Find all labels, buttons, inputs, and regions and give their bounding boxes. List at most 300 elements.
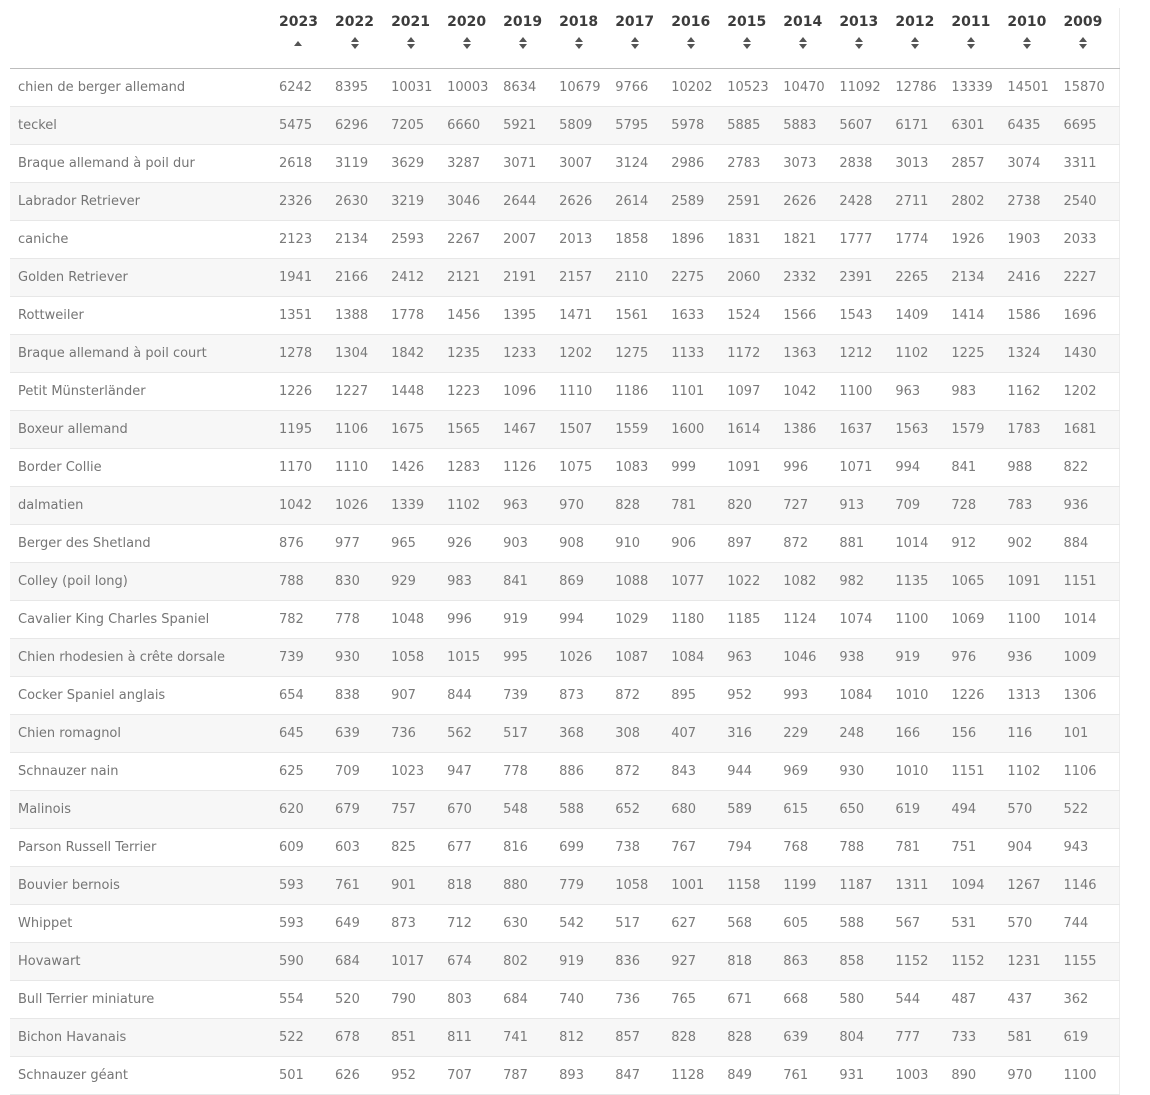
year-header-content[interactable] xyxy=(447,14,486,53)
year-label: 2021 xyxy=(391,14,431,30)
value-cell: 3074 xyxy=(1007,145,1063,183)
value-cell: 1187 xyxy=(839,867,895,905)
value-cell: 970 xyxy=(559,487,615,525)
sort-ascending-icon[interactable] xyxy=(294,41,302,46)
value-cell: 6435 xyxy=(1007,107,1063,145)
table-row xyxy=(10,525,1120,563)
value-cell: 1414 xyxy=(951,297,1007,335)
value-cell: 944 xyxy=(727,753,783,791)
value-cell: 779 xyxy=(559,867,615,905)
value-cell: 1339 xyxy=(391,487,447,525)
value-cell: 316 xyxy=(727,715,783,753)
value-cell: 1069 xyxy=(951,601,1007,639)
value-cell: 2540 xyxy=(1063,183,1119,221)
value-cell: 818 xyxy=(727,943,783,981)
value-cell: 943 xyxy=(1063,829,1119,867)
table-row xyxy=(10,373,1120,411)
value-cell: 1195 xyxy=(279,411,335,449)
breed-name: Chien rhodesien à crête dorsale xyxy=(10,639,279,677)
value-cell: 9766 xyxy=(615,69,671,107)
value-cell: 881 xyxy=(839,525,895,563)
value-cell: 802 xyxy=(503,943,559,981)
breed-name: Bouvier bernois xyxy=(10,867,279,905)
value-cell: 783 xyxy=(1007,487,1063,525)
value-cell: 757 xyxy=(391,791,447,829)
value-cell: 844 xyxy=(447,677,503,715)
value-cell: 517 xyxy=(615,905,671,943)
value-cell: 908 xyxy=(559,525,615,563)
value-cell: 828 xyxy=(671,1019,727,1057)
value-cell: 1842 xyxy=(391,335,447,373)
year-header-content[interactable] xyxy=(727,14,766,53)
value-cell: 1128 xyxy=(671,1057,727,1095)
breed-name: Golden Retriever xyxy=(10,259,279,297)
value-cell: 1696 xyxy=(1063,297,1119,335)
year-column-header-2019[interactable] xyxy=(503,8,559,69)
year-header-content[interactable] xyxy=(279,14,318,50)
value-cell: 308 xyxy=(615,715,671,753)
value-cell: 679 xyxy=(335,791,391,829)
value-cell: 1186 xyxy=(615,373,671,411)
value-cell: 994 xyxy=(559,601,615,639)
breed-name: Braque allemand à poil dur xyxy=(10,145,279,183)
value-cell: 895 xyxy=(671,677,727,715)
value-cell: 1783 xyxy=(1007,411,1063,449)
year-header-content[interactable] xyxy=(1063,14,1102,53)
value-cell: 851 xyxy=(391,1019,447,1057)
value-cell: 156 xyxy=(951,715,1007,753)
value-cell: 993 xyxy=(783,677,839,715)
table-row xyxy=(10,753,1120,791)
value-cell: 2428 xyxy=(839,183,895,221)
table-row xyxy=(10,107,1120,145)
year-header-content[interactable] xyxy=(671,14,710,53)
value-cell: 952 xyxy=(391,1057,447,1095)
value-cell: 2157 xyxy=(559,259,615,297)
value-cell: 2134 xyxy=(335,221,391,259)
value-cell: 2644 xyxy=(503,183,559,221)
year-column-header-2016[interactable] xyxy=(671,8,727,69)
value-cell: 901 xyxy=(391,867,447,905)
value-cell: 2060 xyxy=(727,259,783,297)
value-cell: 876 xyxy=(279,525,335,563)
year-label: 2022 xyxy=(335,14,374,30)
value-cell: 1304 xyxy=(335,335,391,373)
value-cell: 1146 xyxy=(1063,867,1119,905)
value-cell: 590 xyxy=(279,943,335,981)
value-cell: 2391 xyxy=(839,259,895,297)
sort-both-icon[interactable] xyxy=(967,37,975,49)
value-cell: 1565 xyxy=(447,411,503,449)
sort-both-icon[interactable] xyxy=(687,37,695,49)
year-header-content[interactable] xyxy=(895,14,934,53)
value-cell: 1100 xyxy=(839,373,895,411)
value-cell: 1675 xyxy=(391,411,447,449)
value-cell: 1094 xyxy=(951,867,1007,905)
value-cell: 8634 xyxy=(503,69,559,107)
breed-name: Schnauzer nain xyxy=(10,753,279,791)
year-column-header-2013[interactable] xyxy=(839,8,895,69)
value-cell: 910 xyxy=(615,525,671,563)
value-cell: 1102 xyxy=(895,335,951,373)
table-row xyxy=(10,943,1120,981)
value-cell: 1042 xyxy=(279,487,335,525)
value-cell: 919 xyxy=(503,601,559,639)
value-cell: 5978 xyxy=(671,107,727,145)
value-cell: 645 xyxy=(279,715,335,753)
value-cell: 1386 xyxy=(783,411,839,449)
value-cell: 639 xyxy=(335,715,391,753)
value-cell: 8395 xyxy=(335,69,391,107)
value-cell: 1471 xyxy=(559,297,615,335)
value-cell: 983 xyxy=(447,563,503,601)
value-cell: 1001 xyxy=(671,867,727,905)
table-row xyxy=(10,221,1120,259)
sort-both-icon[interactable] xyxy=(519,37,527,49)
year-column-header-2023[interactable] xyxy=(279,8,335,69)
value-cell: 652 xyxy=(615,791,671,829)
value-cell: 630 xyxy=(503,905,559,943)
value-cell: 615 xyxy=(783,791,839,829)
value-cell: 739 xyxy=(503,677,559,715)
value-cell: 2630 xyxy=(335,183,391,221)
value-cell: 1637 xyxy=(839,411,895,449)
value-cell: 544 xyxy=(895,981,951,1019)
value-cell: 727 xyxy=(783,487,839,525)
value-cell: 677 xyxy=(447,829,503,867)
value-cell: 1202 xyxy=(1063,373,1119,411)
value-cell: 2857 xyxy=(951,145,1007,183)
value-cell: 1559 xyxy=(615,411,671,449)
value-cell: 567 xyxy=(895,905,951,943)
value-cell: 668 xyxy=(783,981,839,1019)
value-cell: 825 xyxy=(391,829,447,867)
value-cell: 3119 xyxy=(335,145,391,183)
breed-column-header xyxy=(10,8,279,69)
value-cell: 828 xyxy=(615,487,671,525)
value-cell: 1058 xyxy=(615,867,671,905)
value-cell: 3287 xyxy=(447,145,503,183)
sort-both-icon[interactable] xyxy=(631,37,639,49)
value-cell: 919 xyxy=(559,943,615,981)
value-cell: 2123 xyxy=(279,221,335,259)
value-cell: 1075 xyxy=(559,449,615,487)
value-cell: 1084 xyxy=(671,639,727,677)
value-cell: 1026 xyxy=(335,487,391,525)
value-cell: 166 xyxy=(895,715,951,753)
value-cell: 522 xyxy=(279,1019,335,1057)
value-cell: 10679 xyxy=(559,69,615,107)
value-cell: 744 xyxy=(1063,905,1119,943)
value-cell: 1046 xyxy=(783,639,839,677)
year-column-header-2009[interactable] xyxy=(1063,8,1119,69)
value-cell: 11092 xyxy=(839,69,895,107)
value-cell: 903 xyxy=(503,525,559,563)
value-cell: 804 xyxy=(839,1019,895,1057)
value-cell: 1003 xyxy=(895,1057,951,1095)
value-cell: 778 xyxy=(335,601,391,639)
value-cell: 2332 xyxy=(783,259,839,297)
value-cell: 1071 xyxy=(839,449,895,487)
value-cell: 362 xyxy=(1063,981,1119,1019)
breed-name: Hovawart xyxy=(10,943,279,981)
value-cell: 858 xyxy=(839,943,895,981)
value-cell: 872 xyxy=(615,677,671,715)
value-cell: 6660 xyxy=(447,107,503,145)
year-column-header-2012[interactable] xyxy=(895,8,951,69)
year-label: 2012 xyxy=(895,14,935,30)
year-column-header-2010[interactable] xyxy=(1007,8,1063,69)
breed-name: Berger des Shetland xyxy=(10,525,279,563)
value-cell: 996 xyxy=(447,601,503,639)
value-cell: 1083 xyxy=(615,449,671,487)
value-cell: 988 xyxy=(1007,449,1063,487)
value-cell: 1126 xyxy=(503,449,559,487)
value-cell: 542 xyxy=(559,905,615,943)
sort-both-icon[interactable] xyxy=(855,37,863,49)
value-cell: 838 xyxy=(335,677,391,715)
value-cell: 1456 xyxy=(447,297,503,335)
value-cell: 1162 xyxy=(1007,373,1063,411)
value-cell: 1311 xyxy=(895,867,951,905)
year-column-header-2014[interactable] xyxy=(783,8,839,69)
value-cell: 437 xyxy=(1007,981,1063,1019)
table-row xyxy=(10,791,1120,829)
value-cell: 1152 xyxy=(895,943,951,981)
value-cell: 2191 xyxy=(503,259,559,297)
sort-both-icon[interactable] xyxy=(911,37,919,49)
year-label: 2019 xyxy=(503,14,543,30)
value-cell: 886 xyxy=(559,753,615,791)
value-cell: 1467 xyxy=(503,411,559,449)
sort-both-icon[interactable] xyxy=(1023,37,1031,49)
table-row xyxy=(10,411,1120,449)
value-cell: 778 xyxy=(503,753,559,791)
year-header-content[interactable] xyxy=(951,14,990,53)
year-column-header-2011[interactable] xyxy=(951,8,1007,69)
value-cell: 1135 xyxy=(895,563,951,601)
year-label: 2017 xyxy=(615,14,655,30)
value-cell: 1065 xyxy=(951,563,1007,601)
value-cell: 1158 xyxy=(727,867,783,905)
value-cell: 820 xyxy=(727,487,783,525)
value-cell: 1227 xyxy=(335,373,391,411)
value-cell: 765 xyxy=(671,981,727,1019)
value-cell: 1306 xyxy=(1063,677,1119,715)
sort-both-icon[interactable] xyxy=(799,37,807,49)
value-cell: 736 xyxy=(391,715,447,753)
value-cell: 5885 xyxy=(727,107,783,145)
sort-both-icon[interactable] xyxy=(575,37,583,49)
value-cell: 841 xyxy=(503,563,559,601)
table-row xyxy=(10,449,1120,487)
year-header-content[interactable] xyxy=(559,14,598,53)
value-cell: 6695 xyxy=(1063,107,1119,145)
value-cell: 1586 xyxy=(1007,297,1063,335)
value-cell: 1614 xyxy=(727,411,783,449)
year-column-header-2022[interactable] xyxy=(335,8,391,69)
table-row xyxy=(10,487,1120,525)
breed-name: Rottweiler xyxy=(10,297,279,335)
year-label: 2016 xyxy=(671,14,711,30)
value-cell: 2275 xyxy=(671,259,727,297)
value-cell: 930 xyxy=(839,753,895,791)
value-cell: 10031 xyxy=(391,69,447,107)
value-cell: 872 xyxy=(615,753,671,791)
table-row xyxy=(10,867,1120,905)
value-cell: 10470 xyxy=(783,69,839,107)
value-cell: 738 xyxy=(615,829,671,867)
value-cell: 982 xyxy=(839,563,895,601)
breed-name: Cavalier King Charles Spaniel xyxy=(10,601,279,639)
value-cell: 2986 xyxy=(671,145,727,183)
year-column-header-2020[interactable] xyxy=(447,8,503,69)
value-cell: 947 xyxy=(447,753,503,791)
value-cell: 2134 xyxy=(951,259,1007,297)
value-cell: 7205 xyxy=(391,107,447,145)
year-header-content[interactable] xyxy=(839,14,878,53)
year-header-content[interactable] xyxy=(615,14,654,53)
value-cell: 767 xyxy=(671,829,727,867)
value-cell: 2121 xyxy=(447,259,503,297)
value-cell: 977 xyxy=(335,525,391,563)
value-cell: 3046 xyxy=(447,183,503,221)
value-cell: 849 xyxy=(727,1057,783,1095)
value-cell: 1172 xyxy=(727,335,783,373)
value-cell: 1014 xyxy=(1063,601,1119,639)
value-cell: 568 xyxy=(727,905,783,943)
value-cell: 836 xyxy=(615,943,671,981)
value-cell: 1124 xyxy=(783,601,839,639)
value-cell: 847 xyxy=(615,1057,671,1095)
value-cell: 517 xyxy=(503,715,559,753)
value-cell: 580 xyxy=(839,981,895,1019)
year-column-header-2015[interactable] xyxy=(727,8,783,69)
year-header-content[interactable] xyxy=(783,14,822,53)
value-cell: 976 xyxy=(951,639,1007,677)
value-cell: 494 xyxy=(951,791,1007,829)
value-cell: 589 xyxy=(727,791,783,829)
year-header-content[interactable] xyxy=(391,14,430,53)
breed-name: teckel xyxy=(10,107,279,145)
breed-name: Braque allemand à poil court xyxy=(10,335,279,373)
value-cell: 912 xyxy=(951,525,1007,563)
year-header-content[interactable] xyxy=(1007,14,1046,53)
value-cell: 790 xyxy=(391,981,447,1019)
value-cell: 12786 xyxy=(895,69,951,107)
value-cell: 1233 xyxy=(503,335,559,373)
year-header-content[interactable] xyxy=(503,14,542,53)
value-cell: 1102 xyxy=(1007,753,1063,791)
value-cell: 788 xyxy=(839,829,895,867)
value-cell: 680 xyxy=(671,791,727,829)
value-cell: 740 xyxy=(559,981,615,1019)
value-cell: 2711 xyxy=(895,183,951,221)
value-cell: 588 xyxy=(839,905,895,943)
value-cell: 593 xyxy=(279,867,335,905)
value-cell: 2614 xyxy=(615,183,671,221)
value-cell: 1101 xyxy=(671,373,727,411)
value-cell: 605 xyxy=(783,905,839,943)
value-cell: 936 xyxy=(1063,487,1119,525)
value-cell: 1202 xyxy=(559,335,615,373)
value-cell: 2591 xyxy=(727,183,783,221)
value-cell: 5921 xyxy=(503,107,559,145)
value-cell: 830 xyxy=(335,563,391,601)
value-cell: 3311 xyxy=(1063,145,1119,183)
value-cell: 1223 xyxy=(447,373,503,411)
value-cell: 674 xyxy=(447,943,503,981)
value-cell: 751 xyxy=(951,829,1007,867)
sort-both-icon[interactable] xyxy=(1079,37,1087,49)
value-cell: 625 xyxy=(279,753,335,791)
value-cell: 1426 xyxy=(391,449,447,487)
value-cell: 10523 xyxy=(727,69,783,107)
sort-both-icon[interactable] xyxy=(407,37,415,49)
sort-both-icon[interactable] xyxy=(463,37,471,49)
value-cell: 970 xyxy=(1007,1057,1063,1095)
table-row xyxy=(10,335,1120,373)
year-column-header-2018[interactable] xyxy=(559,8,615,69)
value-cell: 1110 xyxy=(335,449,391,487)
value-cell: 930 xyxy=(335,639,391,677)
table-body xyxy=(10,69,1120,1095)
value-cell: 670 xyxy=(447,791,503,829)
value-cell: 963 xyxy=(503,487,559,525)
value-cell: 741 xyxy=(503,1019,559,1057)
value-cell: 5607 xyxy=(839,107,895,145)
table-row xyxy=(10,183,1120,221)
year-column-header-2021[interactable] xyxy=(391,8,447,69)
value-cell: 6301 xyxy=(951,107,1007,145)
value-cell: 863 xyxy=(783,943,839,981)
value-cell: 531 xyxy=(951,905,1007,943)
value-cell: 562 xyxy=(447,715,503,753)
value-cell: 803 xyxy=(447,981,503,1019)
year-column-header-2017[interactable] xyxy=(615,8,671,69)
value-cell: 2802 xyxy=(951,183,1007,221)
value-cell: 588 xyxy=(559,791,615,829)
value-cell: 1235 xyxy=(447,335,503,373)
value-cell: 1543 xyxy=(839,297,895,335)
value-cell: 1022 xyxy=(727,563,783,601)
value-cell: 736 xyxy=(615,981,671,1019)
value-cell: 3073 xyxy=(783,145,839,183)
value-cell: 1042 xyxy=(783,373,839,411)
value-cell: 816 xyxy=(503,829,559,867)
value-cell: 3219 xyxy=(391,183,447,221)
sort-both-icon[interactable] xyxy=(351,37,359,49)
value-cell: 1388 xyxy=(335,297,391,335)
year-header-content[interactable] xyxy=(335,14,374,53)
value-cell: 6171 xyxy=(895,107,951,145)
value-cell: 969 xyxy=(783,753,839,791)
value-cell: 1082 xyxy=(783,563,839,601)
value-cell: 2626 xyxy=(559,183,615,221)
value-cell: 781 xyxy=(671,487,727,525)
value-cell: 873 xyxy=(391,905,447,943)
value-cell: 581 xyxy=(1007,1019,1063,1057)
value-cell: 777 xyxy=(895,1019,951,1057)
value-cell: 101 xyxy=(1063,715,1119,753)
value-cell: 781 xyxy=(895,829,951,867)
value-cell: 2593 xyxy=(391,221,447,259)
value-cell: 1777 xyxy=(839,221,895,259)
value-cell: 1180 xyxy=(671,601,727,639)
value-cell: 2412 xyxy=(391,259,447,297)
value-cell: 1926 xyxy=(951,221,1007,259)
sort-both-icon[interactable] xyxy=(743,37,751,49)
